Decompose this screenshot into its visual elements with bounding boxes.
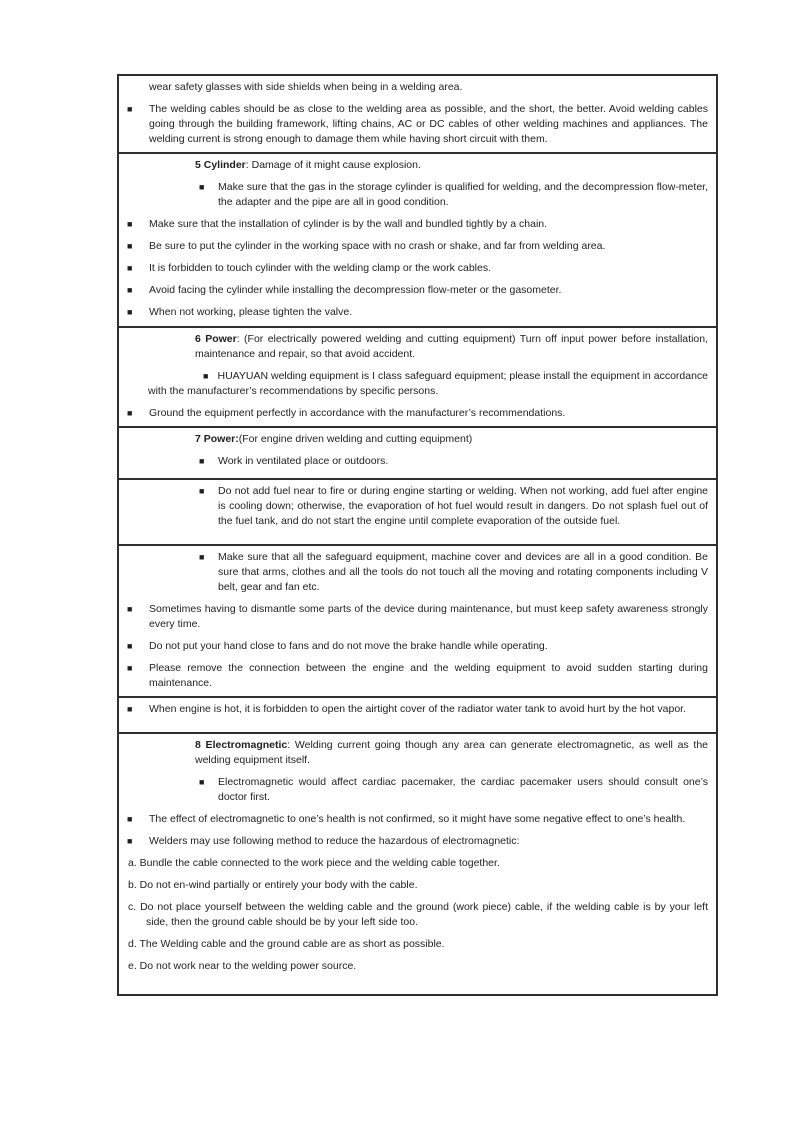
bullet-item	[127, 834, 708, 849]
section-title: 8 Electromagnetic	[195, 739, 288, 751]
section-title: 7 Power:	[195, 433, 239, 445]
continuation-text: wear safety glasses with side shields when being in a welding area.	[149, 81, 463, 93]
lettered-item-b: b. Do not en-wind partially or entirely your body with the cable.	[128, 879, 418, 891]
bullet-item	[127, 305, 708, 320]
bullet-text: Electromagnetic would affect cardiac pacemaker, the cardiac pacemaker users should consult one’s doctor first.	[218, 776, 708, 803]
section-heading-text: : (For electrically powered welding and cutting equipment) Turn off input power before installation, maintenance and repair, so that avoid accident.	[195, 333, 708, 360]
bullet-icon: ■	[127, 307, 133, 317]
bullet-item	[127, 217, 708, 232]
bullet-icon: ■	[199, 182, 205, 192]
bullet-item	[127, 406, 708, 421]
table-row	[119, 152, 716, 326]
sub-bullet-item	[199, 775, 708, 805]
bullet-text: Make sure that all the safeguard equipment, machine cover and devices are all in a good condition. Be sure that arms, clothes and all the tools do not touch all the moving and rotating components including V belt, gear and fan etc.	[218, 551, 708, 593]
bullet-icon: ■	[127, 814, 133, 824]
bullet-text: It is forbidden to touch cylinder with the welding clamp or the work cables.	[149, 262, 492, 274]
bullet-icon: ■	[127, 704, 133, 714]
section-heading-electromagnetic	[195, 738, 708, 768]
table-row	[119, 426, 716, 478]
bullet-text: HUAYUAN welding equipment is I class safeguard equipment; please install the equipment in accordance with the manufacturer’s recommendations by specific persons.	[148, 370, 709, 397]
table-row	[119, 76, 716, 152]
bullet-item	[127, 602, 708, 632]
lettered-item-c: c. Do not place yourself between the welding cable and the ground (work piece) cable, if the welding cable is by your left side, then the ground cable should be by your left side too.	[128, 901, 708, 928]
bullet-text: Please remove the connection between the engine and the welding equipment to avoid sudden starting during maintenance.	[149, 662, 708, 689]
bullet-item	[127, 812, 708, 827]
bullet-icon: ■	[199, 486, 205, 496]
lettered-item-e: e. Do not work near to the welding power source.	[128, 960, 357, 972]
bullet-text: Sometimes having to dismantle some parts of the device during maintenance, but must keep safety awareness strongly every time.	[149, 603, 708, 630]
bullet-text: Ground the equipment perfectly in accordance with the manufacturer’s recommendations.	[149, 407, 566, 419]
bullet-text: When engine is hot, it is forbidden to open the airtight cover of the radiator water tank to avoid hurt by the hot vapor.	[149, 703, 686, 715]
lettered-item-a: a. Bundle the cable connected to the work piece and the welding cable together.	[128, 857, 500, 869]
bullet-icon: ■	[127, 408, 133, 418]
sub-bullet-item	[199, 484, 708, 529]
bullet-item	[127, 102, 708, 147]
bullet-icon: ■	[199, 777, 205, 787]
bullet-icon: ■	[127, 219, 133, 229]
bullet-icon: ■	[127, 663, 133, 673]
table-row	[119, 478, 716, 544]
bullet-item	[127, 639, 708, 654]
bullet-item	[127, 283, 708, 298]
bullet-icon: ■	[127, 285, 133, 295]
bullet-item	[127, 239, 708, 254]
bullet-text: Work in ventilated place or outdoors.	[218, 455, 389, 467]
bullet-text: Make sure that the installation of cylinder is by the wall and bundled tightly by a chain.	[149, 218, 548, 230]
bullet-text: Do not put your hand close to fans and do not move the brake handle while operating.	[149, 640, 548, 652]
bullet-text: The welding cables should be as close to the welding area as possible, and the short, the better. Avoid welding cables going through the building framework, lifting chains, AC or DC cables of other welding machines and appliances. The welding current is strong enough to damage them while having short circuit with them.	[149, 103, 708, 145]
sub-bullet-item	[199, 550, 708, 595]
bullet-text: Make sure that the gas in the storage cylinder is qualified for welding, and the decompression flow-meter, the adapter and the pipe are all in good condition.	[218, 181, 708, 208]
lettered-item-d: d. The Welding cable and the ground cable are as short as possible.	[128, 938, 445, 950]
bullet-icon: ■	[127, 263, 133, 273]
safety-instructions-table	[117, 74, 718, 996]
bullet-icon: ■	[203, 371, 209, 381]
bullet-item	[127, 661, 708, 691]
bullet-icon: ■	[127, 104, 133, 114]
table-row	[119, 544, 716, 696]
table-row	[119, 732, 716, 994]
sub-bullet-item	[199, 454, 708, 469]
bullet-text: Avoid facing the cylinder while installing the decompression flow-meter or the gasometer.	[149, 284, 562, 296]
bullet-icon: ■	[199, 552, 205, 562]
section-heading-power-engine	[195, 432, 708, 447]
bullet-item	[127, 261, 708, 276]
table-row	[119, 326, 716, 426]
bullet-icon: ■	[127, 836, 133, 846]
section-heading-power-electric	[195, 332, 708, 362]
bullet-icon: ■	[199, 456, 205, 466]
sub-bullet-item-hanging	[148, 369, 708, 399]
section-heading-text: (For engine driven welding and cutting equipment)	[238, 433, 473, 445]
bullet-text: Welders may use following method to reduce the hazardous of electromagnetic:	[149, 835, 520, 847]
section-title: 6 Power	[195, 333, 237, 345]
section-heading-text: : Damage of it might cause explosion.	[245, 159, 421, 171]
section-title: 5 Cylinder	[195, 159, 246, 171]
bullet-item	[127, 702, 708, 717]
table-row	[119, 696, 716, 732]
bullet-text: When not working, please tighten the valve.	[149, 306, 353, 318]
bullet-icon: ■	[127, 641, 133, 651]
bullet-text: Be sure to put the cylinder in the working space with no crash or shake, and far from welding area.	[149, 240, 606, 252]
bullet-icon: ■	[127, 604, 133, 614]
section-heading-cylinder	[195, 158, 708, 173]
section-heading-text: : Welding current going though any area can generate electromagnetic, as well as the welding equipment itself.	[195, 739, 708, 766]
bullet-text: Do not add fuel near to fire or during engine starting or welding. When not working, add fuel after engine is cooling down; otherwise, the evaporation of hot fuel would result in dangers. Do not splash fuel out of the fuel tank, and do not start the engine until complete evaporation of the outside fuel.	[218, 485, 708, 527]
bullet-text: The effect of electromagnetic to one’s health is not confirmed, so it might have some negative effect to one’s health.	[149, 813, 686, 825]
sub-bullet-item	[199, 180, 708, 210]
bullet-icon: ■	[127, 241, 133, 251]
